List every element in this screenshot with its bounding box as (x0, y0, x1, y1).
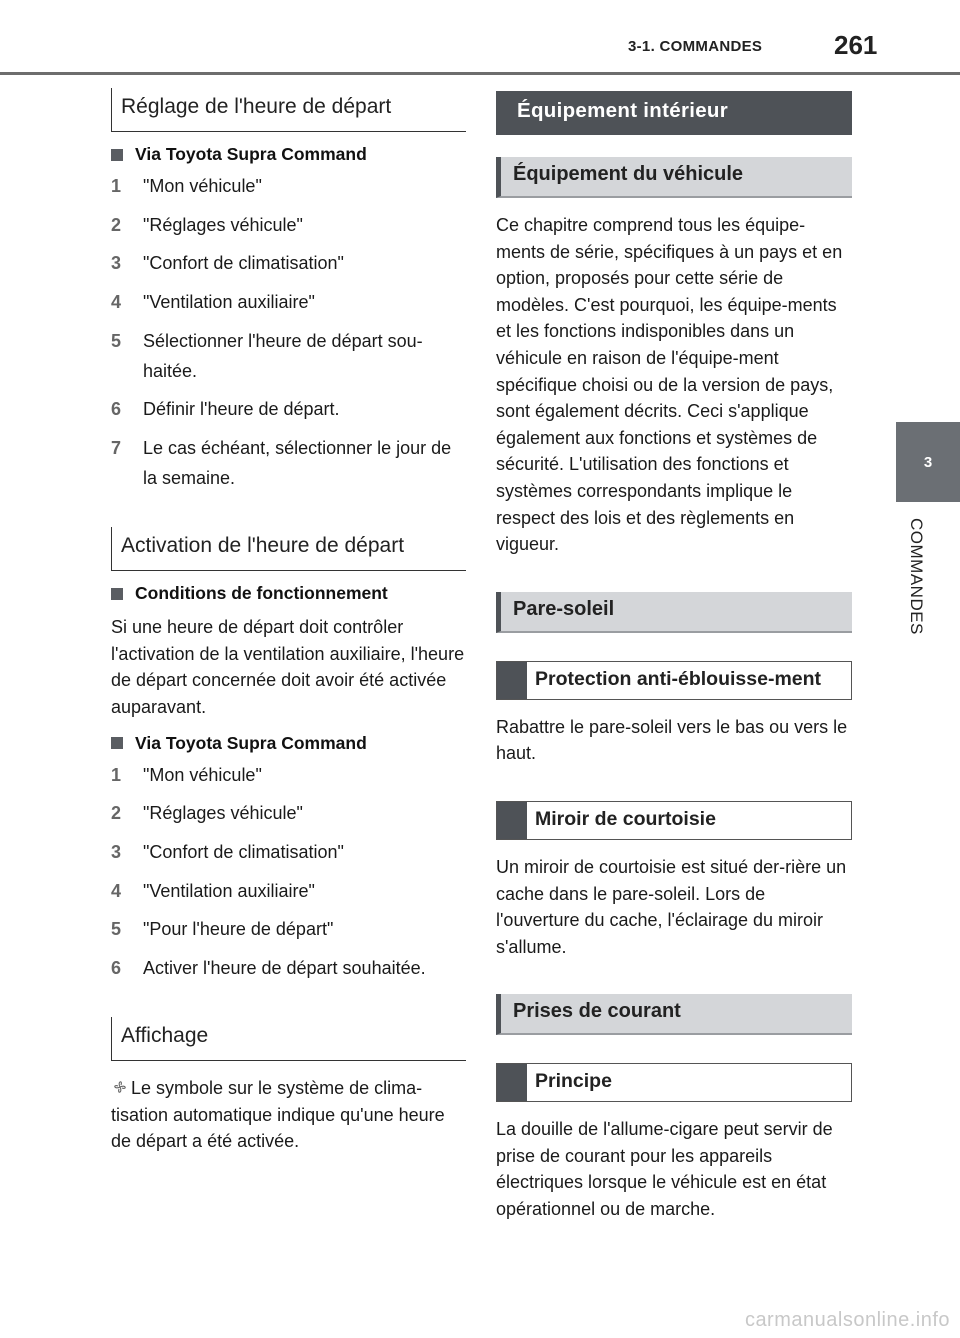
right-column (496, 91, 852, 1223)
box-bar (497, 1064, 527, 1101)
list-item (111, 433, 466, 493)
subheading-text: Conditions de fonctionnement (135, 583, 388, 604)
square-bullet-icon (111, 737, 123, 749)
step-number: 2 (111, 803, 122, 824)
box-bar (497, 802, 527, 839)
header-rule (0, 72, 960, 75)
subsection-vanity-mirror (496, 801, 852, 840)
subheading-via-command (111, 144, 466, 165)
subsection-principle (496, 1063, 852, 1102)
list-item (111, 394, 466, 424)
list-item (111, 326, 466, 386)
section-heading-display: Affichage (111, 1017, 466, 1061)
principle-paragraph: La douille de l'allume-cigare peut servir de prise de courant pour les appareils électriques lorsque le véhicule est en état opérationnel ou de marche. (496, 1119, 833, 1220)
square-bullet-icon (111, 588, 123, 600)
step-number: 1 (111, 176, 122, 196)
step-number: 1 (111, 764, 122, 785)
list-item (111, 837, 466, 867)
step-text: Sélectionner l'heure de départ sou-haitée. (143, 330, 423, 381)
list-item (111, 248, 466, 278)
section-heading-sun-visor: Pare-soleil (496, 592, 852, 633)
step-number: 3 (111, 253, 122, 274)
subheading-text: Via Toyota Supra Command (135, 732, 367, 753)
step-number: 6 (111, 957, 122, 978)
list-item (111, 876, 466, 906)
conditions-paragraph: Si une heure de départ doit contrôler l'activation de la ventilation auxiliaire, l'heure de départ concernée doit avoir été activée auparavant. (111, 617, 465, 717)
section-heading-power-sockets: Prises de courant (496, 994, 852, 1035)
header-section-title: 3-1. COMMANDES (628, 38, 763, 55)
step-text: "Ventilation auxiliaire" (143, 292, 315, 313)
fan-symbol-icon (111, 1078, 129, 1096)
section-heading-start-time-activation: Activation de l'heure de départ (111, 527, 466, 571)
step-text: "Ventilation auxiliaire" (143, 880, 315, 901)
subsection-title: Principe (535, 1070, 612, 1093)
list-item (111, 914, 466, 944)
watermark: carmanualsonline.info (744, 1309, 950, 1331)
step-list-1 (111, 171, 466, 493)
subsection-title: Protection anti-éblouisse-ment (535, 667, 822, 690)
list-item (111, 760, 466, 790)
step-number: 5 (111, 919, 122, 940)
subsection-anti-glare (496, 661, 852, 700)
equipment-paragraph: Ce chapitre comprend tous les équipe-ments de série, spécifiques à un pays et en option, proposés pour cette série de modèles. C'est pourquoi, les équipe-ments et les fonctions indisponibles dans un véhicule en raison de l'équipe-ment spécifique choisi ou de la version de pays, sont également décrits. Ceci s'applique également aux fonctions et systèmes de sécurité. L'utilisation des fonctions et systèmes correspondants implique le respect des lois et des règlements en vigueur. (496, 215, 843, 555)
step-text: "Confort de climatisation" (143, 253, 344, 274)
step-text: "Confort de climatisation" (143, 841, 344, 862)
list-item (111, 287, 466, 317)
subheading-conditions (111, 583, 466, 604)
display-paragraph (111, 1075, 466, 1155)
left-column (111, 88, 466, 1155)
list-item (111, 171, 466, 201)
step-list-2 (111, 760, 466, 983)
list-item (111, 953, 466, 983)
step-text: "Réglages véhicule" (143, 214, 303, 235)
step-number: 4 (111, 880, 122, 901)
step-text: "Réglages véhicule" (143, 803, 303, 824)
step-number: 6 (111, 399, 122, 420)
vanity-mirror-paragraph: Un miroir de courtoisie est situé der-rière un cache dans le pare-soleil. Lors de l'ouverture du cache, l'éclairage du miroir s'allume. (496, 856, 847, 957)
page-number: 261 (834, 30, 878, 60)
subsection-title: Miroir de courtoisie (535, 807, 716, 830)
chapter-tab-label: COMMANDES (907, 518, 926, 635)
step-text: Définir l'heure de départ. (143, 399, 340, 420)
subheading-text: Via Toyota Supra Command (135, 144, 367, 164)
step-text: "Mon véhicule" (143, 176, 262, 196)
chapter-heading-interior-equipment: Équipement intérieur (496, 91, 852, 135)
list-item (111, 210, 466, 240)
step-number: 3 (111, 841, 122, 862)
step-number: 7 (111, 438, 122, 459)
step-number: 5 (111, 330, 122, 351)
section-heading-vehicle-equipment: Équipement du véhicule (496, 157, 852, 198)
step-text: Activer l'heure de départ souhaitée. (143, 957, 426, 978)
subheading-via-command-2 (111, 733, 466, 754)
step-text: "Pour l'heure de départ" (143, 919, 334, 940)
box-bar (497, 662, 527, 699)
step-number: 4 (111, 292, 122, 313)
chapter-tab: 3 (896, 422, 960, 502)
list-item (111, 798, 466, 828)
square-bullet-icon (111, 149, 123, 161)
display-text: Le symbole sur le système de clima-tisation automatique indique qu'une heure de départ a été activée. (111, 1077, 445, 1152)
step-text: "Mon véhicule" (143, 764, 262, 785)
section-heading-start-time-setting: Réglage de l'heure de départ (111, 88, 466, 132)
step-number: 2 (111, 214, 122, 235)
step-text: Le cas échéant, sélectionner le jour de la semaine. (143, 438, 452, 489)
anti-glare-paragraph: Rabattre le pare-soleil vers le bas ou vers le haut. (496, 716, 848, 764)
